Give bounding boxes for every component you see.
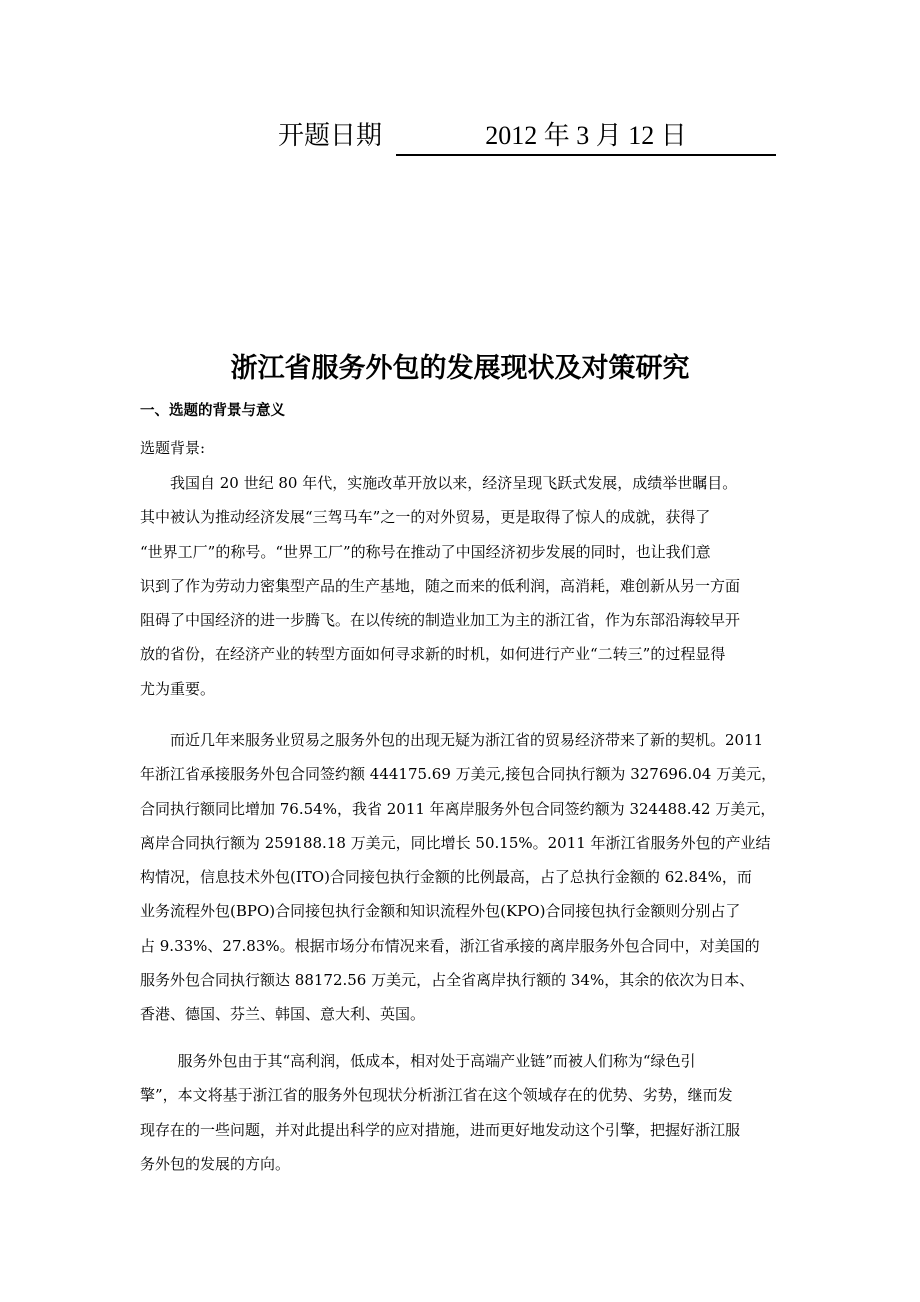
date-value: 2012 年 3 月 12 日 (396, 118, 776, 156)
paragraph-line: 构情况，信息技术外包(ITO)合同接包执行金额的比例最高，占了总执行金额的 62.84%，而 (140, 868, 752, 887)
paragraph-line: 离岸合同执行额为 259188.18 万美元，同比增长 50.15%。2011 年浙江省服务外包的产业结 (140, 833, 771, 852)
paragraph-2 (140, 723, 780, 1032)
paragraph-line: 服务外包由于其“高利润，低成本，相对处于高端产业链”而被人们称为“绿色引 (177, 1052, 696, 1070)
paragraph-line: 业务流程外包(BPO)合同接包执行金额和知识流程外包(KPO)合同接包执行金额则分别占了 (140, 902, 741, 921)
paragraph-line: 服务外包合同执行额达 88172.56 万美元，占全省离岸执行额的 34%，其余的依次为日本、 (140, 971, 755, 990)
paragraph-line: 务外包的发展的方向。 (140, 1154, 291, 1173)
paragraph-line: 占 9.33%、27.83%。根据市场分布情况来看，浙江省承接的离岸服务外包合同中，对美国的 (140, 936, 760, 955)
paragraph-1 (140, 466, 780, 706)
paragraph-line: “世界工厂”的称号。“世界工厂”的称号在推动了中国经济初步发展的同时，也让我们意 (140, 542, 711, 561)
section-heading: 一、选题的背景与意义 (140, 403, 285, 419)
document-title: 浙江省服务外包的发展现状及对策研究 (230, 353, 690, 384)
paragraph-line: 其中被认为推动经济发展“三驾马车”之一的对外贸易，更是取得了惊人的成就，获得了 (140, 508, 711, 527)
opening-date-line (278, 118, 776, 156)
paragraph-3 (140, 1044, 780, 1181)
paragraph-line: 阻碍了中国经济的进一步腾飞。在以传统的制造业加工为主的浙江省，作为东部沿海较早开 (140, 611, 741, 630)
paragraph-line: 年浙江省承接服务外包合同签约额 444175.69 万美元,接包合同执行额为 327696.04 万美元， (140, 765, 777, 784)
paragraph-line: 香港、德国、芬兰、韩国、意大利、英国。 (140, 1005, 426, 1024)
paragraph-line: 识到了作为劳动力密集型产品的生产基地，随之而来的低利润，高消耗，难创新从另一方面 (140, 576, 741, 595)
paragraph-line: 放的省份，在经济产业的转型方面如何寻求新的时机，如何进行产业“二转三”的过程显得 (140, 645, 726, 664)
paragraph-line: 现存在的一些问题，并对此提出科学的应对措施，进而更好地发动这个引擎，把握好浙江服 (140, 1120, 741, 1139)
paragraph-line: 尤为重要。 (140, 679, 216, 698)
date-label: 开题日期 (278, 121, 383, 151)
paragraph-line: 我国自 20 世纪 80 年代，实施改革开放以来，经济呈现飞跃式发展，成绩举世瞩目。 (170, 474, 738, 492)
paragraph-line: 擎”，本文将基于浙江省的服务外包现状分析浙江省在这个领域存在的优势、劣势，继而发 (140, 1086, 733, 1105)
section-subheading: 选题背景: (140, 439, 206, 457)
paragraph-line: 而近几年来服务业贸易之服务外包的出现无疑为浙江省的贸易经济带来了新的契机。2011 (170, 731, 764, 749)
paragraph-line: 合同执行额同比增加 76.54%，我省 2011 年离岸服务外包合同签约额为 324488.42 万美元， (140, 799, 776, 818)
